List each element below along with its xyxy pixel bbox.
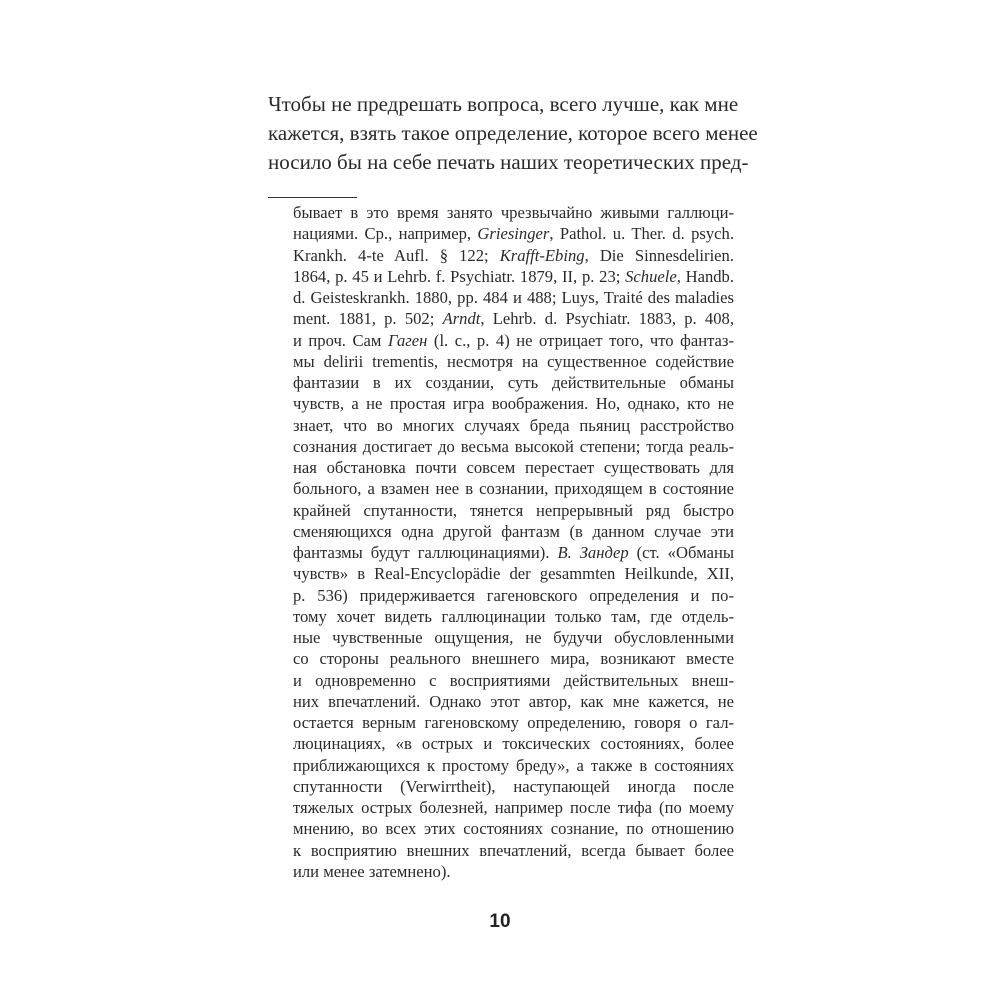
footnote-line <box>293 818 734 839</box>
footnote-line <box>293 840 734 861</box>
footnote-line <box>293 861 734 882</box>
footnote-line <box>293 351 734 372</box>
text-segment: ment. 1881, p. 502; <box>293 309 443 329</box>
text-segment: них впечатлений. Однако этот автор, как мне кажется, не <box>293 691 734 711</box>
italic-author-name: Arndt <box>442 309 481 329</box>
text-segment: , Lehrb. d. Psychiatr. 1883, p. 408, <box>480 309 734 329</box>
footnote-line <box>293 436 734 457</box>
text-segment: крайней спутанности, тянется непрерывный ряд быстро <box>293 500 734 520</box>
text-segment: фантазмы будут галлюцинациями). <box>293 543 558 562</box>
footnote-line <box>293 563 734 584</box>
footnote-line <box>293 457 734 478</box>
text-segment: бывает в это время занято чрезвычайно живыми галлюци- <box>293 203 734 222</box>
footnote-line <box>293 478 734 499</box>
footnote <box>293 202 734 882</box>
text-segment: , Pathol. u. Ther. d. psych. <box>549 224 734 244</box>
text-segment: носило бы на себе печать наших теоретических пред- <box>268 150 749 174</box>
italic-author-name: Griesinger <box>477 224 550 244</box>
footnote-line <box>293 202 734 223</box>
footnote-separator <box>268 197 357 198</box>
footnote-line <box>293 223 734 244</box>
text-segment: люцинациях, «в острых и токсических состояниях, более <box>293 734 734 754</box>
footnote-line <box>293 245 734 266</box>
text-segment: мы delirii trementis, несмотря на существенное содействие <box>293 351 734 371</box>
text-segment: Krankh. 4-te Aufl. § 122; <box>293 245 500 265</box>
main-text-line <box>268 90 739 119</box>
footnote-line <box>293 797 734 818</box>
text-segment: сменяющихся одна другой фантазм (в данном случае эти <box>293 521 734 541</box>
footnote-line <box>293 415 734 436</box>
text-segment: и проч. Сам <box>293 330 388 350</box>
text-segment: d. Geisteskrankh. 1880, pp. 484 и 488; Luys, Traité des maladies <box>293 288 734 307</box>
text-segment: спутанности (Verwirrtheit), наступающей иногда после <box>293 776 734 796</box>
italic-author-name: Schuele <box>625 266 677 286</box>
text-segment: , Handb. <box>676 266 735 286</box>
text-segment: (ст. «Обманы <box>628 543 735 562</box>
text-segment: тому хочет видеть галлюцинации только там, где отдель- <box>293 606 734 626</box>
footnote-line <box>293 585 734 606</box>
text-segment: со стороны реального внешнего мира, возникают вместе <box>293 649 734 669</box>
footnote-line <box>293 542 734 563</box>
text-segment: ная обстановка почти совсем перестает существовать для <box>293 458 734 477</box>
text-segment: приближающихся к простому бреду», а также в состояниях <box>293 755 734 775</box>
text-segment: тяжелых острых болезней, например после тифа (по моему <box>293 798 734 817</box>
footnote-line <box>293 521 734 542</box>
text-segment: сознания достигает до весьма высокой степени; тогда реаль- <box>293 436 734 456</box>
italic-author-name: Гаген <box>387 330 428 350</box>
footnote-line <box>293 670 734 691</box>
footnote-line <box>293 500 734 521</box>
page-number: 10 <box>489 911 511 932</box>
footnote-line <box>293 372 734 393</box>
text-segment: фантазии в их создании, суть действительные обманы <box>293 373 734 392</box>
footnote-line <box>293 648 734 669</box>
footnote-line <box>293 606 734 627</box>
footnote-line <box>293 330 734 351</box>
text-segment: остается верным гагеновскому определению, говоря о гал- <box>293 713 734 732</box>
footnote-line <box>293 287 734 308</box>
italic-author-name: В. Зандер <box>557 543 629 562</box>
text-segment: Чтобы не предрешать вопроса, всего лучше, как мне <box>268 92 739 116</box>
main-text-line <box>268 148 749 177</box>
text-segment: кажется, взять такое определение, которое всего менее <box>268 121 758 145</box>
text-segment: или менее затемнено). <box>293 861 451 881</box>
footnote-line <box>293 627 734 648</box>
text-segment: p. 536) придерживается гагеновского определения и по- <box>293 585 734 605</box>
text-segment: мнению, во всех этих состояниях сознание, по отношению <box>293 819 734 839</box>
text-segment: нациями. Ср., например, <box>293 224 478 244</box>
text-segment: ные чувственные ощущения, не будучи обусловленными <box>293 628 734 647</box>
main-text <box>268 90 758 177</box>
text-segment: к восприятию внешних впечатлений, всегда бывает более <box>293 840 734 860</box>
text-segment: знает, что во многих случаях бреда пьяниц расстройство <box>293 415 734 435</box>
text-segment: больного, а взамен нее в сознании, приходящем в состояние <box>293 479 734 499</box>
text-segment: чувств» в Real-Encyclopädie der gesammten Heilkunde, XII, <box>293 564 734 584</box>
text-segment: чувств, а не простая игра воображения. Но, однако, кто не <box>293 394 734 414</box>
footnote-line <box>293 308 734 329</box>
footnote-line <box>293 393 734 414</box>
text-segment: и одновременно с восприятиями действительных внеш- <box>293 670 734 690</box>
text-segment: , Die Sinnesdelirien. <box>584 245 734 265</box>
footnote-line <box>293 691 734 712</box>
footnote-line <box>293 755 734 776</box>
main-text-line <box>268 119 758 148</box>
text-segment: (l. c., p. 4) не отрицает того, что фантаз- <box>427 330 734 350</box>
italic-author-name: Krafft-Ebing <box>499 245 585 265</box>
footnote-line <box>293 733 734 754</box>
footnote-line <box>293 712 734 733</box>
footnote-line <box>293 776 734 797</box>
text-segment: 1864, p. 45 и Lehrb. f. Psychiatr. 1879, II, p. 23; <box>293 266 626 286</box>
footnote-line <box>293 266 734 287</box>
